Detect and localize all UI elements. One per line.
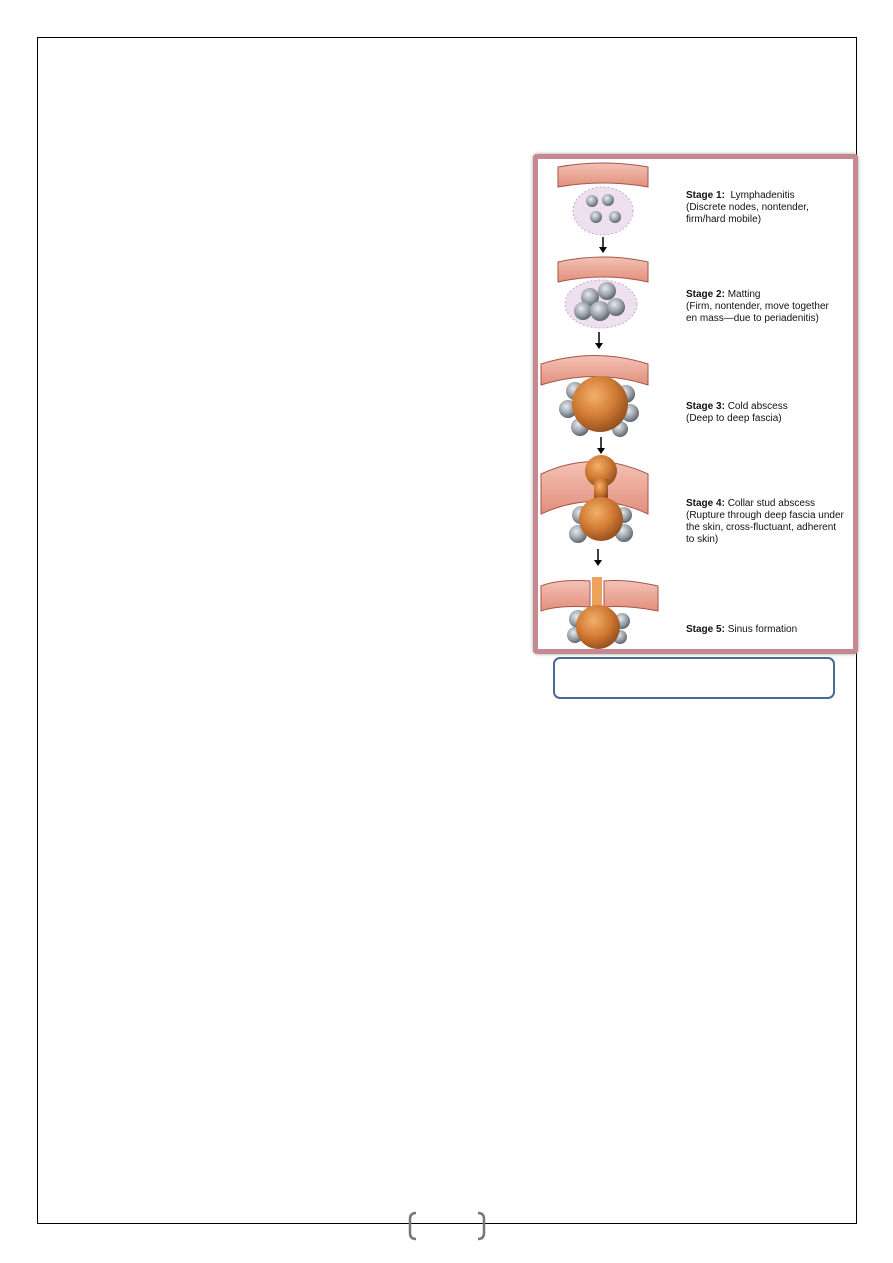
stage-4-illustration: [541, 455, 648, 566]
stage-4-title: Collar stud abscess: [727, 498, 815, 509]
stage-3-line-1: (Deep to deep fascia): [686, 413, 782, 424]
stage-4-text: [686, 498, 856, 546]
stage-1-line-1: (Discrete nodes, nontender,: [686, 202, 809, 213]
stage-1-illustration: [558, 163, 648, 253]
stage-1-line-2: firm/hard mobile): [686, 214, 762, 225]
page-number-brackets: [408, 1211, 486, 1241]
stage-3-illustration: [541, 356, 648, 455]
stage-2-title: Matting: [727, 289, 761, 300]
stage-3-title: Cold abscess: [727, 401, 788, 412]
stage-4-label: Stage 4:: [686, 498, 725, 509]
stage-4-line-3: to skin): [686, 534, 719, 545]
figure-caption-box: [553, 657, 835, 699]
stage-1-text: [686, 190, 856, 226]
stage-3-text: [686, 401, 856, 425]
stage-5-text: [686, 624, 856, 636]
stage-2-text: [686, 289, 856, 325]
stage-4-line-1: (Rupture through deep fascia under: [686, 510, 844, 521]
stage-2-line-2: en mass—due to periadenitis): [686, 313, 819, 324]
stage-1-label: Stage 1:: [686, 190, 725, 201]
stage-5-title: Sinus formation: [727, 624, 798, 635]
stage-5-illustration: [541, 577, 658, 649]
stage-5-label: Stage 5:: [686, 624, 725, 635]
tb-lymphadenitis-stages-figure: [533, 154, 858, 654]
stage-3-label: Stage 3:: [686, 401, 725, 412]
stage-2-label: Stage 2:: [686, 289, 725, 300]
stage-4-line-2: the skin, cross-fluctuant, adherent: [686, 522, 837, 533]
stage-2-line-1: (Firm, nontender, move together: [686, 301, 829, 312]
stage-1-title: Lymphadenitis: [730, 190, 795, 201]
stage-2-illustration: [558, 257, 648, 349]
